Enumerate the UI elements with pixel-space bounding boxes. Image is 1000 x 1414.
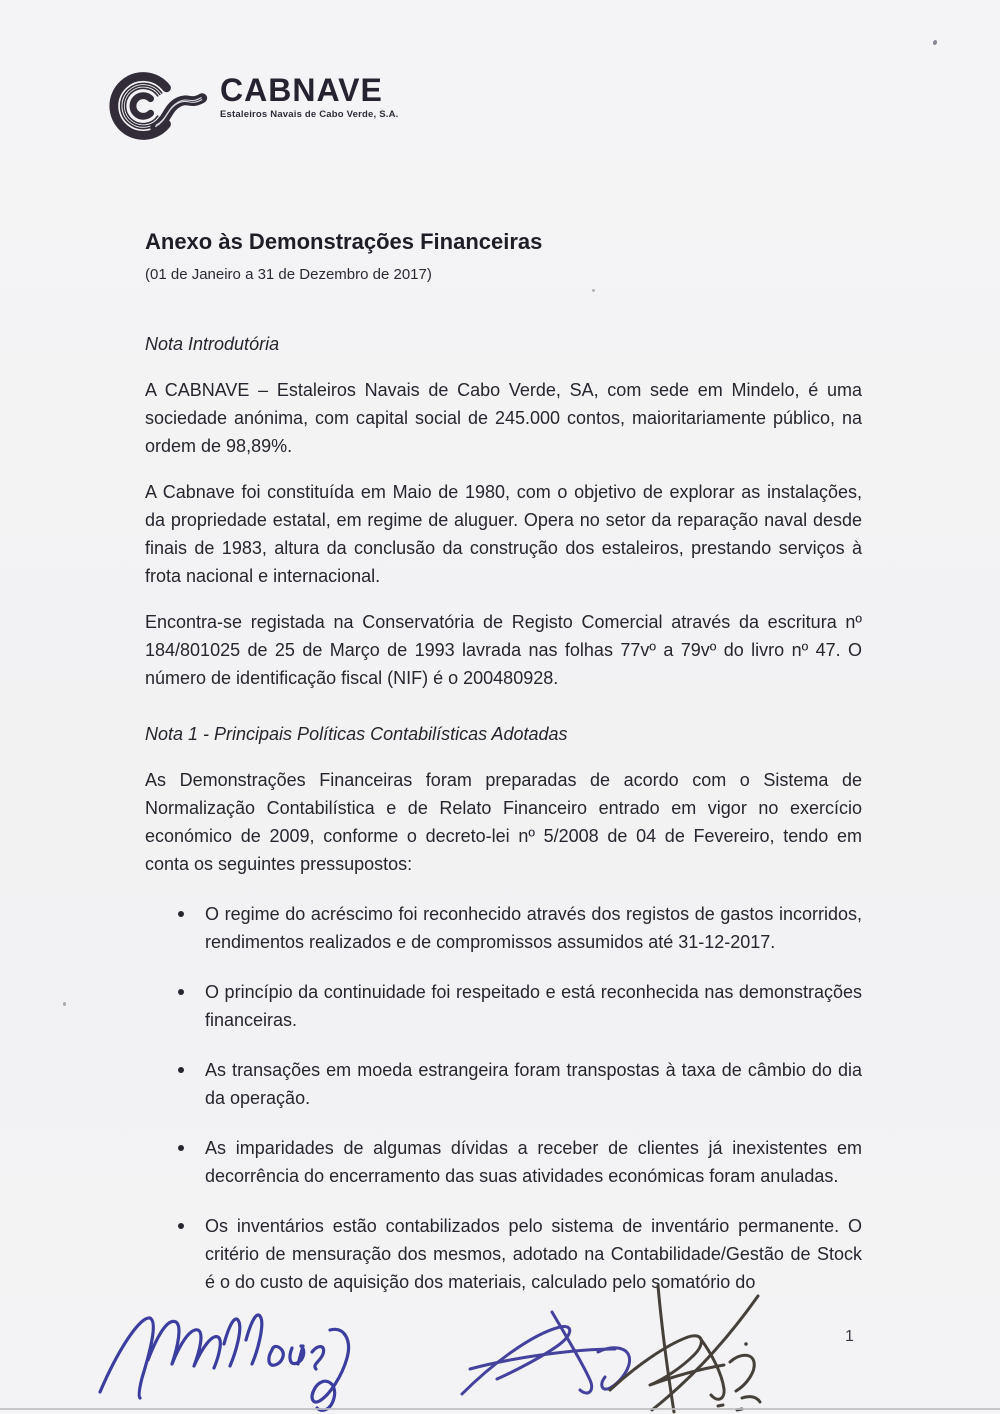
intro-paragraph-1: A CABNAVE – Estaleiros Navais de Cabo Verde, SA, com sede em Mindelo, é uma sociedade anónima, com capital social de 245.000 contos, maioritariamente público, na ordem de 98,89%. xyxy=(145,380,862,456)
intro-paragraph-2: A Cabnave foi constituída em Maio de 1980, com o objetivo de explorar as instalações, da propriedade estatal, em regime de aluguer. Opera no setor da reparação naval desde finais de 1983, altura da conclusão da construção dos estaleiros, prestando serviços à frota nacional e internacional. xyxy=(145,482,862,586)
intro-heading: Nota Introdutória xyxy=(145,334,280,354)
note1-heading: Nota 1 - Principais Políticas Contabilísticas Adotadas xyxy=(145,724,568,744)
bullet-item-2: O princípio da continuidade foi respeitado e está reconhecida nas demonstrações financeiras. xyxy=(205,978,862,1034)
page-number: 1 xyxy=(845,1328,854,1345)
document-body xyxy=(145,228,862,1318)
bullet-item-5: Os inventários estão contabilizados pelo sistema de inventário permanente. O critério de mensuração dos mesmos, adotado na Contabilidade/Gestão de Stock é o do custo de aquisição dos materiais, calculado pelo somatório do xyxy=(205,1212,862,1296)
bullet-item-1: O regime do acréscimo foi reconhecido através dos registos de gastos incorridos, rendimentos realizados e de compromissos assumidos até 31-12-2017. xyxy=(205,900,862,956)
logo-text-block xyxy=(220,74,398,120)
letterhead xyxy=(106,64,398,146)
intro-paragraph-3: Encontra-se registada na Conservatória de Registo Comercial através da escritura nº 184/801025 de 25 de Março de 1993 lavrada nas folhas 77vº a 79vº do livro nº 47. O número de identificação fiscal (NIF) é o 200480928. xyxy=(145,612,862,688)
scan-speck xyxy=(932,39,937,45)
cabnave-logo-icon xyxy=(106,64,214,146)
scan-edge-shadow xyxy=(0,1408,1000,1410)
bullet-item-4: As imparidades de algumas dívidas a receber de clientes já inexistentes em decorrência do encerramento das suas atividades económicas foram anuladas. xyxy=(205,1134,862,1190)
document-title: Anexo às Demonstrações Financeiras xyxy=(145,229,543,254)
document-period: (01 de Janeiro a 31 de Dezembro de 2017) xyxy=(145,266,432,283)
logo-wordmark: CABNAVE xyxy=(220,72,383,108)
assumptions-list xyxy=(145,900,862,1296)
scan-speck xyxy=(592,289,595,292)
bullet-item-3: As transações em moeda estrangeira foram transpostas à taxa de câmbio do dia da operação. xyxy=(205,1056,862,1112)
signature-2 xyxy=(462,1312,630,1394)
logo-tagline: Estaleiros Navais de Cabo Verde, S.A. xyxy=(220,109,399,120)
signature-1 xyxy=(100,1315,348,1410)
note1-lead-paragraph: As Demonstrações Financeiras foram preparadas de acordo com o Sistema de Normalização Contabilística e de Relato Financeiro entrado em vigor no exercício económico de 2009, conforme o decreto-lei nº 5/2008 de 04 de Fevereiro, tendo em conta os seguintes pressupostos: xyxy=(145,770,862,874)
scan-speck xyxy=(63,1002,66,1006)
